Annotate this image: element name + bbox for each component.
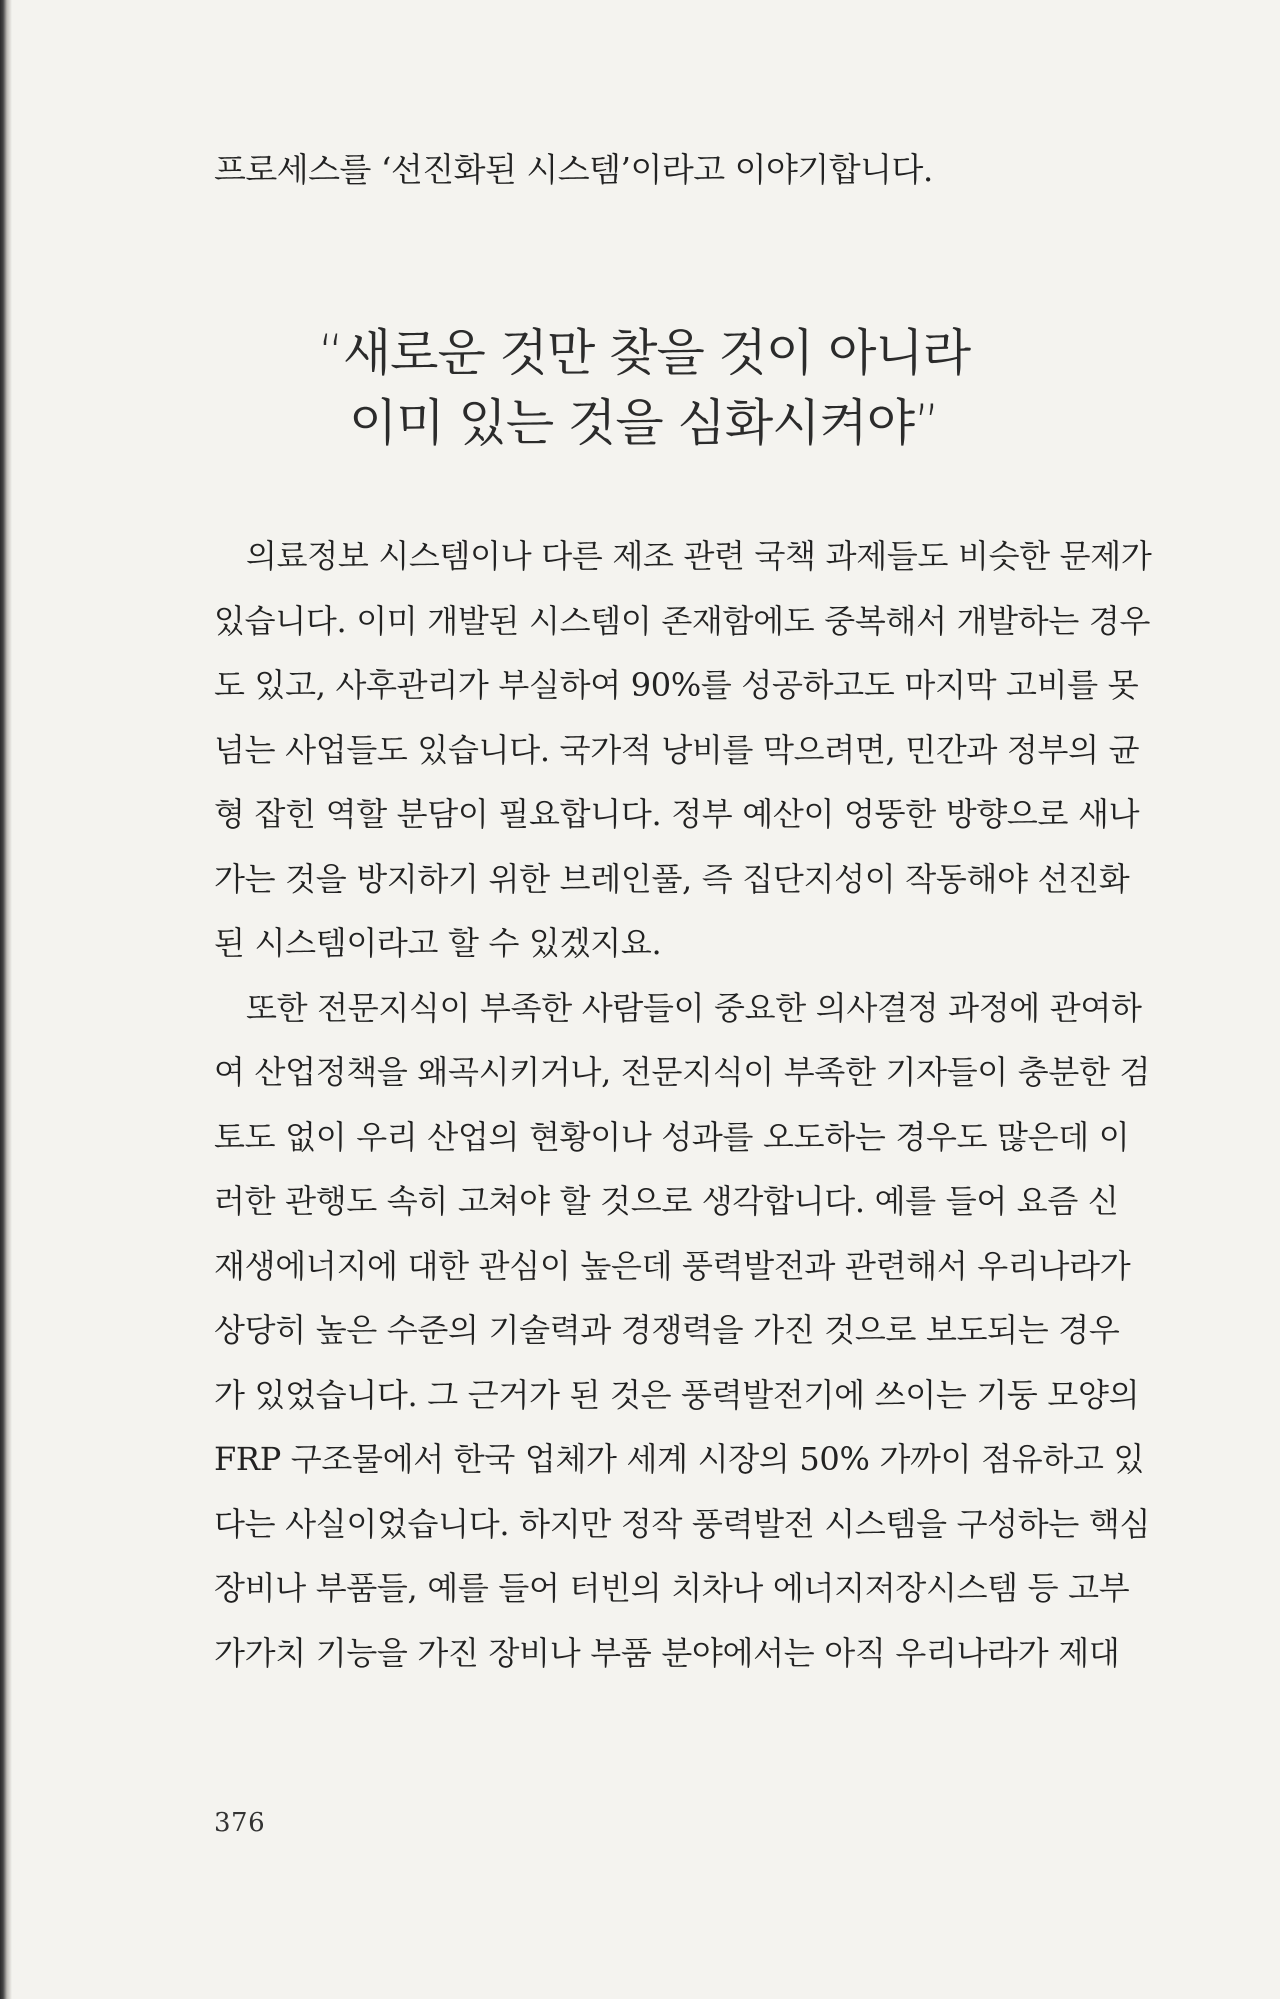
- continued-text-line: 프로세스를 ‘선진화된 시스템’이라고 이야기합니다.: [214, 150, 933, 189]
- text-line: 된 시스템이라고 할 수 있겠지요.: [214, 924, 662, 962]
- text-line: FRP 구조물에서 한국 업체가 세계 시장의 50% 가까이 점유하고 있: [214, 1440, 1145, 1478]
- pull-quote-line: “새로운 것만 찾을 것이 아니라: [317, 324, 971, 382]
- text-line: 가가치 기능을 가진 장비나 부품 분야에서는 아직 우리나라가 제대: [214, 1633, 1120, 1672]
- pull-quote: [214, 318, 1074, 458]
- text-line: 가 있었습니다. 그 근거가 된 것은 풍력발전기에 쓰이는 기둥 모양의: [214, 1375, 1140, 1414]
- text-line: 가는 것을 방지하기 위한 브레인풀, 즉 집단지성이 작동해야 선진화: [214, 859, 1130, 898]
- binding-edge: [0, 0, 12, 1999]
- text-line: 도 있고, 사후관리가 부실하여 90%를 성공하고도 마지막 고비를 못: [214, 666, 1139, 704]
- paragraph-2: [214, 976, 1151, 1686]
- body-text: [214, 524, 1152, 1685]
- text-line: 토도 없이 우리 산업의 현황이나 성과를 오도하는 경우도 많은데 이: [214, 1117, 1130, 1156]
- text-line: 넘는 사업들도 있습니다. 국가적 낭비를 막으려면, 민간과 정부의 균: [214, 730, 1140, 769]
- text-line: 또한 전문지식이 부족한 사람들이 중요한 의사결정 과정에 관여하: [246, 988, 1142, 1027]
- text-line: 여 산업정책을 왜곡시키거나, 전문지식이 부족한 기자들이 충분한 검: [214, 1053, 1151, 1091]
- text-line: 다는 사실이었습니다. 하지만 정작 풍력발전 시스템을 구성하는 핵심: [214, 1504, 1151, 1543]
- page-number: 376: [214, 1808, 266, 1838]
- text-line: 러한 관행도 속히 고쳐야 할 것으로 생각합니다. 예를 들어 요즘 신: [214, 1182, 1119, 1220]
- text-line: 상당히 높은 수준의 기술력과 경쟁력을 가진 것으로 보도되는 경우: [214, 1311, 1120, 1349]
- text-line: 장비나 부품들, 예를 들어 터빈의 치차나 에너지저장시스템 등 고부: [214, 1569, 1130, 1607]
- text-line: 형 잡힌 역할 분담이 필요합니다. 정부 예산이 엉뚱한 방향으로 새나: [214, 795, 1140, 833]
- paragraph-1: [214, 524, 1152, 976]
- text-line: 의료정보 시스템이나 다른 제조 관련 국책 과제들도 비슷한 문제가: [246, 537, 1152, 575]
- text-line: 재생에너지에 대한 관심이 높은데 풍력발전과 관련해서 우리나라가: [214, 1246, 1131, 1285]
- pull-quote-line: 이미 있는 것을 심화시켜야”: [349, 394, 939, 452]
- text-line: 있습니다. 이미 개발된 시스템이 존재함에도 중복해서 개발하는 경우: [214, 601, 1151, 640]
